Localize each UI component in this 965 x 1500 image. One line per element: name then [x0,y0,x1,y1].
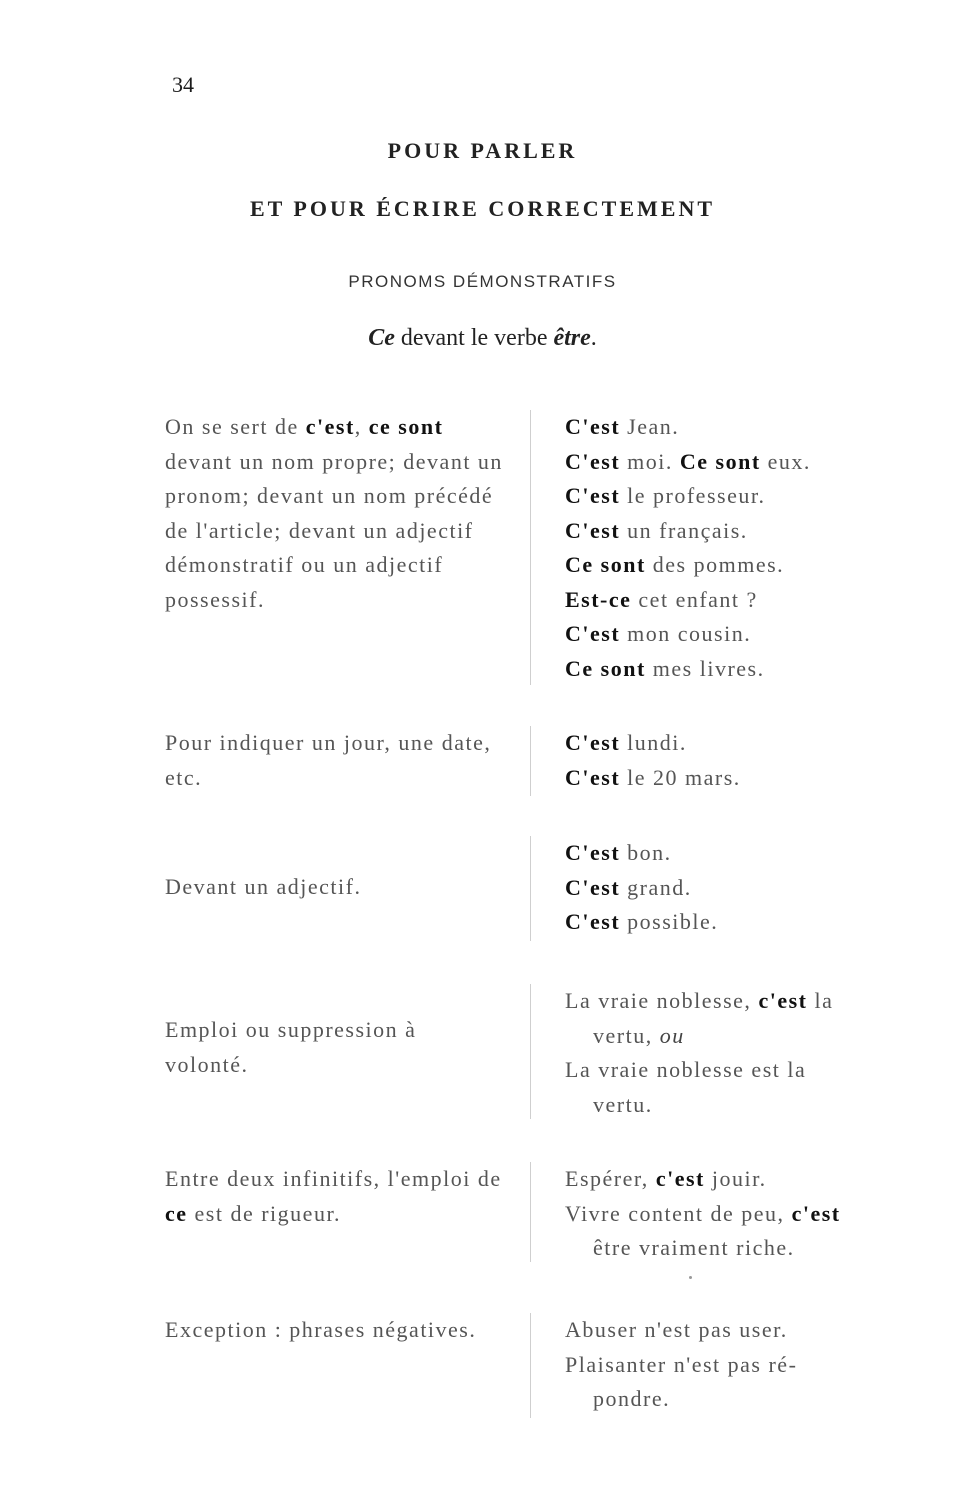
example-line [565,410,905,445]
example-text: eux. [760,448,811,474]
rule-6: Exception : phrases négatives. [165,1317,477,1342]
example-bold: C'est [565,517,621,543]
example-text: lundi. [620,730,687,755]
example-bold: C'est [565,448,621,474]
rule-5-text-a: Entre deux infinitifs, l'emploi de [165,1166,502,1191]
example-line [565,1382,905,1417]
example-bold: C'est [565,483,621,508]
rule-1 [165,410,510,617]
example-line [565,583,905,618]
example-bold: c'est [758,988,808,1013]
subheading-italic-2: être [553,325,591,351]
example-text: bon. [620,840,672,865]
example-bold: c'est [655,1166,705,1191]
example-line [565,1162,905,1197]
rule-1-text-a: On se sert de [165,414,306,439]
rule-3: Devant un adjectif. [165,874,362,899]
rule-1-text-c: devant un nom propre; devant un pronom; devant un nom précédé de l'article; devant un adjectif démonstratif ou un adjectif possessif. [165,448,503,612]
example-text: vertu, [593,1022,660,1048]
example-text: un français. [620,517,748,543]
example-line [565,617,905,652]
example-bold: C'est [565,764,621,790]
example-text: le 20 mars. [620,764,741,790]
example-line [565,479,905,514]
page-number: 34 [172,72,194,97]
example-line [565,761,905,796]
rule-4: Emploi ou suppression à volonté. [165,1017,417,1077]
example-bold: Est-ce [565,586,632,612]
example-text: La vraie noblesse est la [565,1057,807,1082]
rule-1-text-b: , [354,414,369,439]
example-bold: C'est [565,414,621,439]
rule-5-text-b: est de rigueur. [187,1200,342,1226]
example-bold: C'est [565,909,621,934]
example-text: Vivre content de peu, [565,1200,792,1226]
page-title-line-2: ET POUR ÉCRIRE CORRECTEMENT [249,196,716,221]
examples-4 [565,984,905,1122]
example-line [565,1088,905,1123]
subheading [0,325,965,352]
example-text: moi. [620,448,680,474]
example-line [565,871,905,906]
example-line [565,1053,905,1088]
example-text: mes livres. [645,655,765,681]
rule-1-bold-a: c'est [305,414,355,439]
example-line [565,836,905,871]
divider-6 [530,1313,531,1418]
rule-2: Pour indiquer un jour, une date, etc. [165,730,492,790]
rule-5 [165,1162,510,1231]
example-line [565,1231,905,1266]
divider-1 [530,410,531,685]
divider-3 [530,836,531,941]
example-text: Jean. [620,414,680,439]
example-text: des pommes. [645,552,785,577]
examples-1 [565,410,905,686]
subheading-text: devant le verbe [394,325,554,351]
example-line [565,652,905,687]
example-text: mon cousin. [620,621,752,646]
example-bold: c'est [791,1200,841,1226]
example-line [565,1313,905,1348]
example-text: Plaisanter n'est pas ré- [565,1351,798,1377]
example-line [565,726,905,761]
examples-2 [565,726,905,795]
example-line [565,905,905,940]
example-line [565,984,905,1019]
example-bold: Ce sont [565,655,646,681]
example-text: le professeur. [620,483,766,508]
example-line [565,548,905,583]
examples-3 [565,836,905,940]
example-bold: Ce sont [565,552,646,577]
example-line [565,1348,905,1383]
example-text: vertu. [593,1091,653,1117]
examples-6 [565,1313,905,1417]
divider-4 [530,984,531,1119]
example-text: Abuser n'est pas user. [565,1317,788,1342]
example-bold: Ce sont [679,448,761,474]
example-text: la [807,988,834,1013]
example-line [565,1197,905,1232]
examples-5 [565,1162,905,1266]
separator-dot [689,1276,692,1279]
example-bold: C'est [565,730,621,755]
subheading-end: . [590,325,597,351]
example-text: jouir. [704,1166,767,1191]
section-heading: PRONOMS DÉMONSTRATIFS [348,272,617,291]
example-text: être vraiment riche. [593,1235,795,1260]
example-line [565,1019,905,1054]
rule-1-bold-b: ce sont [368,414,444,439]
subheading-italic: Ce [368,325,395,351]
example-bold: C'est [565,621,621,646]
example-bold: C'est [565,874,621,900]
divider-2 [530,726,531,796]
example-line [565,514,905,549]
example-text: cet enfant ? [631,586,758,612]
divider-5 [530,1162,531,1262]
example-text: possible. [620,909,719,934]
page-title-line-1: POUR PARLER [387,138,578,163]
example-line [565,445,905,480]
rule-5-bold: ce [165,1200,188,1226]
example-text: pondre. [593,1386,671,1411]
example-text: La vraie noblesse, [565,988,759,1013]
example-bold: C'est [565,840,621,865]
example-text: Espérer, [565,1166,656,1191]
example-italic: ou [659,1022,685,1048]
example-text: grand. [620,874,692,900]
